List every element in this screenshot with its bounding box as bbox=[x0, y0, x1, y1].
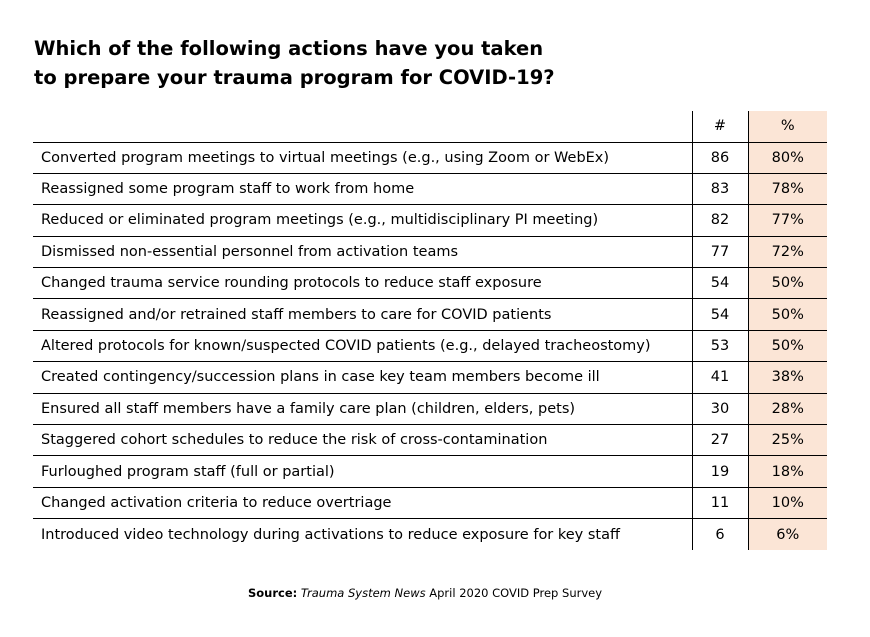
row-count: 53 bbox=[692, 330, 748, 361]
table-row bbox=[33, 268, 827, 299]
row-count: 11 bbox=[692, 487, 748, 518]
survey-results-table bbox=[33, 111, 827, 550]
row-count: 27 bbox=[692, 425, 748, 456]
row-label: Dismissed non-essential personnel from activation teams bbox=[41, 243, 459, 260]
table-row bbox=[33, 456, 827, 487]
row-percent: 25% bbox=[748, 425, 827, 456]
row-count: 41 bbox=[692, 362, 748, 393]
row-label: Staggered cohort schedules to reduce the risk of cross-contamination bbox=[41, 432, 548, 449]
row-percent: 6% bbox=[748, 519, 827, 550]
row-label: Reassigned some program staff to work from home bbox=[41, 181, 415, 198]
header-percent: % bbox=[748, 111, 827, 142]
row-percent: 72% bbox=[748, 236, 827, 267]
table-header-row bbox=[33, 111, 827, 142]
row-label: Reduced or eliminated program meetings (e.g., multidisciplinary PI meeting) bbox=[41, 212, 599, 229]
row-count: 30 bbox=[692, 393, 748, 424]
row-label: Converted program meetings to virtual meetings (e.g., using Zoom or WebEx) bbox=[41, 149, 610, 166]
table-row bbox=[33, 205, 827, 236]
row-percent: 50% bbox=[748, 299, 827, 330]
table-row bbox=[33, 393, 827, 424]
table-row bbox=[33, 487, 827, 518]
row-count: 6 bbox=[692, 519, 748, 550]
row-count: 83 bbox=[692, 173, 748, 204]
row-percent: 80% bbox=[748, 142, 827, 173]
table-row bbox=[33, 330, 827, 361]
row-percent: 78% bbox=[748, 173, 827, 204]
row-percent: 10% bbox=[748, 487, 827, 518]
source-publication: Trauma System News bbox=[300, 586, 426, 600]
row-label: Ensured all staff members have a family care plan (children, elders, pets) bbox=[41, 400, 576, 417]
table-row bbox=[33, 142, 827, 173]
row-count: 19 bbox=[692, 456, 748, 487]
row-label: Changed trauma service rounding protocols to reduce staff exposure bbox=[41, 275, 542, 292]
row-count: 77 bbox=[692, 236, 748, 267]
row-percent: 38% bbox=[748, 362, 827, 393]
table-body bbox=[33, 142, 827, 550]
row-label: Introduced video technology during activations to reduce exposure for key staff bbox=[41, 526, 620, 543]
row-label: Created contingency/succession plans in case key team members become ill bbox=[41, 369, 600, 386]
row-percent: 50% bbox=[748, 330, 827, 361]
row-label: Altered protocols for known/suspected COVID patients (e.g., delayed tracheostomy) bbox=[41, 338, 651, 355]
row-count: 82 bbox=[692, 205, 748, 236]
chart-title bbox=[34, 34, 634, 92]
table-row bbox=[33, 362, 827, 393]
source-suffix: April 2020 COVID Prep Survey bbox=[429, 586, 603, 600]
row-label: Reassigned and/or retrained staff members to care for COVID patients bbox=[41, 306, 552, 323]
row-count: 86 bbox=[692, 142, 748, 173]
table-row bbox=[33, 519, 827, 550]
row-count: 54 bbox=[692, 299, 748, 330]
chart-title-line-1: Which of the following actions have you taken bbox=[34, 37, 544, 60]
row-label: Furloughed program staff (full or partial) bbox=[41, 463, 335, 480]
source-prefix: Source: bbox=[247, 586, 298, 600]
table-row bbox=[33, 425, 827, 456]
row-percent: 18% bbox=[748, 456, 827, 487]
table-row bbox=[33, 299, 827, 330]
row-percent: 50% bbox=[748, 268, 827, 299]
source-note bbox=[0, 586, 850, 600]
row-percent: 77% bbox=[748, 205, 827, 236]
row-percent: 28% bbox=[748, 393, 827, 424]
row-count: 54 bbox=[692, 268, 748, 299]
header-label bbox=[33, 111, 692, 142]
row-label: Changed activation criteria to reduce overtriage bbox=[41, 494, 392, 511]
chart-title-line-2: to prepare your trauma program for COVID-19? bbox=[34, 66, 555, 89]
table-row bbox=[33, 236, 827, 267]
table-row bbox=[33, 173, 827, 204]
header-count: # bbox=[692, 111, 748, 142]
